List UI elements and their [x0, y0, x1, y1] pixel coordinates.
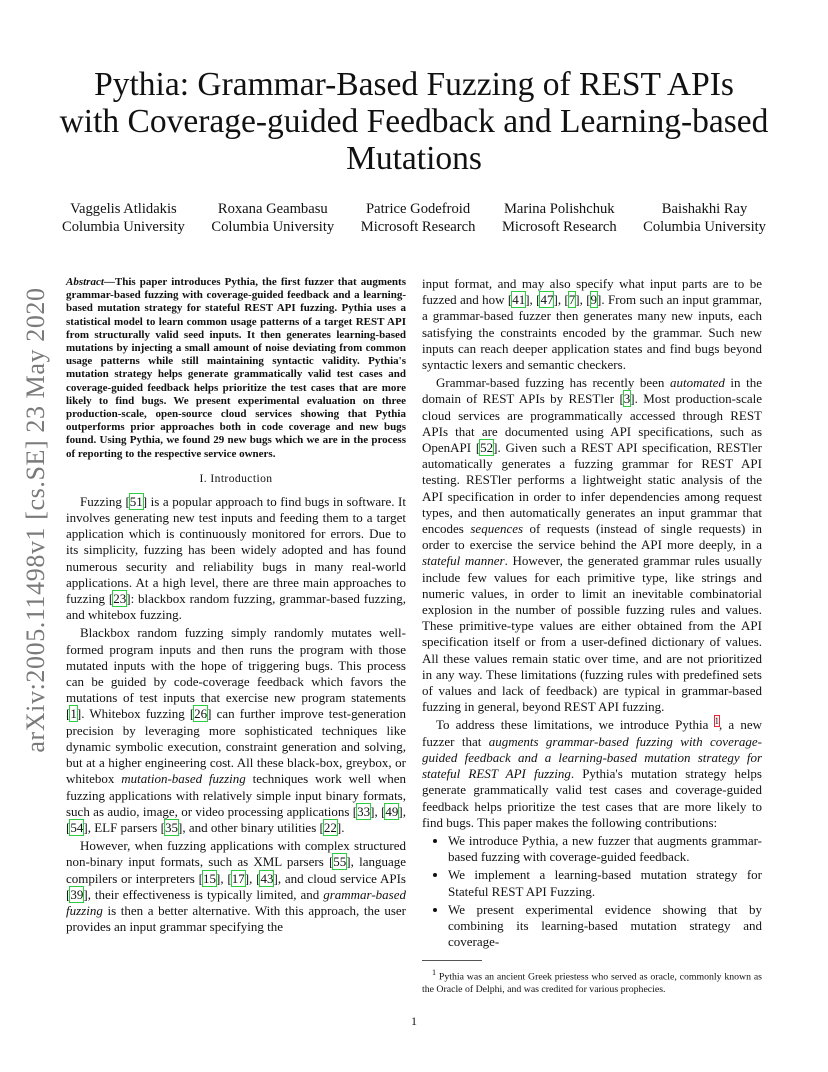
author-affiliation: Microsoft Research	[501, 219, 617, 235]
author	[211, 200, 334, 236]
author-affiliation: Microsoft Research	[360, 219, 476, 235]
list-item: • We present experimental evidence showing that by combining its learning-based mutation strategy and coverage-	[448, 902, 762, 951]
list-item: • We implement a learning-based mutation strategy for Stateful REST API Fuzzing.	[448, 867, 762, 899]
citation-link[interactable]: 39	[70, 886, 84, 902]
author	[502, 200, 617, 236]
citation-link[interactable]: 55	[333, 854, 347, 870]
author-affiliation: Columbia University	[62, 219, 185, 235]
citation-link[interactable]: 1	[70, 706, 77, 722]
footnote	[422, 967, 762, 995]
body-paragraph: input format, and may also specify what input parts are to be fuzzed and how [41], [47], [7], [9]. From such an input grammar, a grammar-based fuzzer then generates many new inputs, each satisfying the constraints encoded by the grammar. Such new inputs can reach deeper application states and find bugs beyond syntactic lexers and semantic checkers.	[422, 276, 762, 373]
footnote-divider	[422, 960, 482, 961]
author	[62, 200, 185, 236]
page-number: 1	[411, 1014, 417, 1028]
right-column	[422, 276, 762, 996]
footnote-link[interactable]: 1	[714, 716, 720, 727]
title-line: Mutations	[346, 140, 482, 177]
citation-link[interactable]: 41	[512, 292, 526, 308]
body-paragraph: Grammar-based fuzzing has recently been automated in the domain of REST APIs by RESTler [3]. Most production-scale cloud services are programmatically accessed through REST APIs that are documented using API specifications, such as OpenAPI [52]. Given such a REST API specification, RESTler automatically generates a fuzzing grammar for REST API testing. RESTler performs a lightweight static analysis of the API specification in order to infer dependencies among request types, and then automatically generates an input grammar that encodes sequences of requests (instead of single requests) in order to exercise the service behind the API more deeply, in a stateful manner. However, the generated grammar rules usually include few values for each primitive type, like strings and numeric values, in order to limit an inevitable combinatorial explosion in the number of possible fuzzing rules and values. These primitive-type values are either obtained from the API specification itself or from a user-defined dictionary of values. All these values remain static over time, and are not prioritized in any way. These limitations (fuzzing rules with predefined sets of values and lack of feedback) are typical in grammar-based fuzzing in general, beyond REST API fuzzing.	[422, 375, 762, 715]
abstract-label: Abstract	[66, 276, 104, 288]
citation-link[interactable]: 47	[540, 292, 554, 308]
abstract	[66, 276, 406, 461]
author-name: Vaggelis Atlidakis	[70, 201, 177, 217]
citation-link[interactable]: 22	[323, 819, 337, 835]
author-affiliation: Columbia University	[643, 219, 766, 235]
body-paragraph: Fuzzing [51] is a popular approach to find bugs in software. It involves generating new test inputs and feeding them to a target application which is continuously monitored for errors. Due to its simplicity, fuzzing has been widely adopted and has found numerous security and reliability bugs in many real-world applications. At a high level, there are three main approaches to fuzzing [23]: blackbox random fuzzing, grammar-based fuzzing, and whitebox fuzzing.	[66, 493, 407, 623]
citation-link[interactable]: 52	[480, 440, 494, 456]
arxiv-identifier: arXiv:2005.11498v1 [cs.SE] 23 May 2020	[21, 287, 50, 753]
author-name: Baishakhi Ray	[661, 201, 748, 217]
citation-link[interactable]: 35	[164, 819, 178, 835]
citation-link[interactable]: 7	[568, 292, 576, 308]
body-paragraph: However, when fuzzing applications with complex structured non-binary input formats, such as XML parsers [55], language compilers or interpreters [15], [17], [43], and cloud service APIs [39], their effectiveness is typically limited, and grammar-based fuzzing is then a better alternative. With this approach, the user provides an input grammar specifying the	[66, 838, 407, 935]
contribution-list	[422, 833, 762, 950]
citation-link[interactable]: 9	[590, 292, 598, 308]
citation-link[interactable]: 17	[231, 870, 245, 886]
citation-link[interactable]: 43	[260, 870, 274, 886]
title-line: Pythia: Grammar-Based Fuzzing of REST APIs	[94, 66, 734, 103]
abstract-text: —This paper introduces Pythia, the first fuzzer that augments grammar-based fuzzing with coverage-guided feedback and a learning-based mutation strategy for stateful REST API fuzzing. Pythia uses a statistical model to learn common usage patterns of a target REST API from structurally valid seed inputs. It then generates learning-based mutations by injecting a small amount of noise deviating from common usage patterns while still maintaining syntactic validity. Pythia's mutation strategy helps generate grammatically valid test cases and coverage-guided feedback helps prioritize the test cases that are more likely to find bugs. We present experimental evaluation on three production-scale, open-source cloud services showing that Pythia outperforms prior approaches both in code coverage and new bugs found. Using Pythia, we found 29 new bugs which we are in the process of reporting to the respective service owners.	[66, 276, 406, 460]
paper-title	[40, 66, 788, 177]
citation-link[interactable]: 49	[385, 803, 399, 819]
footnote-marker: 1	[432, 968, 437, 978]
citation-link[interactable]: 15	[203, 870, 217, 886]
author-affiliation: Columbia University	[211, 219, 335, 235]
author	[643, 200, 766, 236]
citation-link[interactable]: 33	[357, 803, 371, 819]
citation-link[interactable]: 3	[623, 391, 631, 407]
citation-link[interactable]: 54	[70, 819, 84, 835]
footnote-text: Pythia was an ancient Greek priestess who served as oracle, commonly known as the Oracle of Delphi, and was credited for various prophecies.	[422, 971, 762, 995]
author	[361, 200, 476, 236]
section-heading: I. Introduction	[199, 471, 273, 485]
citation-link[interactable]: 26	[194, 706, 208, 722]
body-paragraph: Blackbox random fuzzing simply randomly mutates well-formed program inputs and then runs the program with those mutated inputs with the hope of triggering bugs. This process can be guided by code-coverage feedback which favors the mutations of test inputs that exercise new program statements [1]. Whitebox fuzzing [26] can further improve test-generation precision by leveraging more sophisticated techniques like dynamic symbolic execution, constraint generation and solving, but at a higher engineering cost. All these black-box, greybox, or whitebox mutation-based fuzzing techniques work well when fuzzing applications with relatively simple input binary formats, such as audio, image, or video processing applications [33], [49], [54], ELF parsers [35], and other binary utilities [22].	[66, 625, 406, 835]
citation-link[interactable]: 51	[129, 493, 143, 509]
left-column	[66, 276, 406, 935]
title-line: with Coverage-guided Feedback and Learning-based	[59, 103, 769, 140]
author-name: Patrice Godefroid	[365, 201, 471, 217]
author-name: Marina Polishchuk	[503, 201, 615, 217]
author-list	[62, 200, 766, 236]
list-item: • We introduce Pythia, a new fuzzer that augments grammar-based fuzzing with coverage-guided feedback.	[448, 833, 762, 865]
body-paragraph: To address these limitations, we introduce Pythia $^1$, a new fuzzer that augments grammar-based fuzzing with coverage-guided feedback and a learning-based mutation strategy for stateful REST API fuzzing. Pythia's mutation strategy helps generate grammatically valid test cases and coverage-guided feedback helps prioritize the test cases that are more likely to find bugs. This paper makes the following contributions:	[422, 716, 762, 830]
citation-link[interactable]: 23	[113, 591, 127, 607]
author-name: Roxana Geambasu	[217, 201, 328, 217]
